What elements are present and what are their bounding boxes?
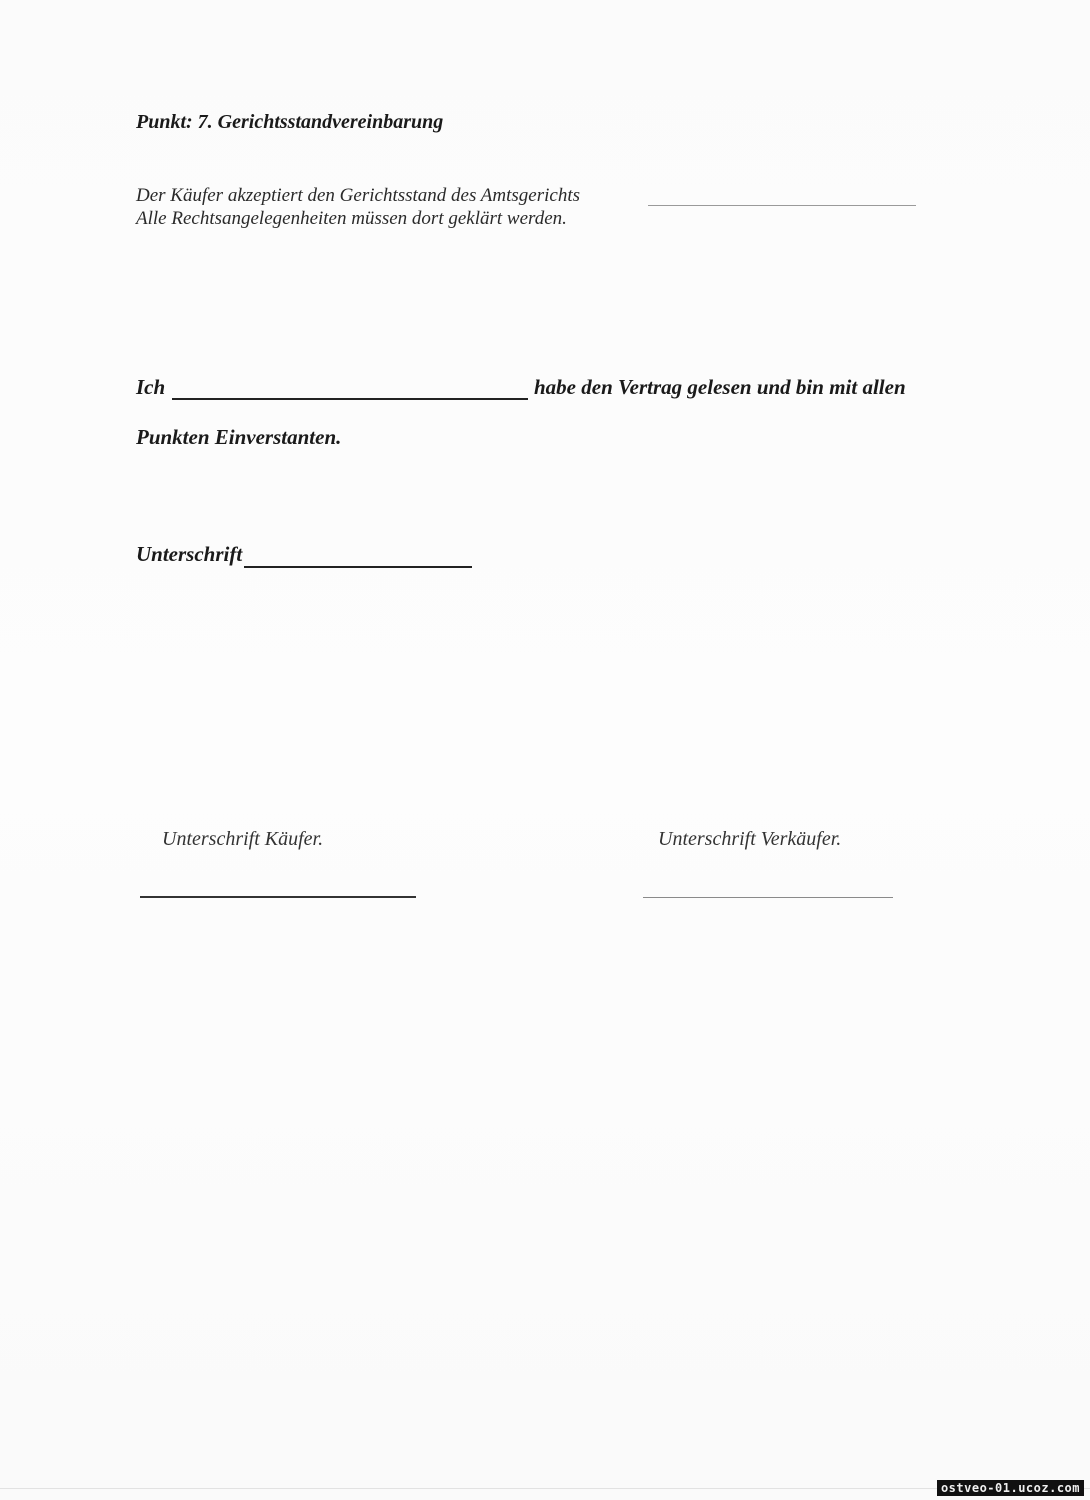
agreement-suffix: habe den Vertrag gelesen und bin mit allen <box>534 375 906 399</box>
court-name-blank-line <box>648 205 916 206</box>
signature-label: Unterschrift <box>136 542 243 566</box>
agreement-prefix: Ich <box>136 375 166 399</box>
scan-bottom-edge <box>0 1488 1090 1489</box>
agreement-line-2: Punkten Einverstanten. <box>136 425 342 449</box>
seller-signature-label: Unterschrift Verkäufer. <box>658 828 842 850</box>
buyer-signature-line <box>140 896 416 898</box>
seller-signature-line <box>643 897 893 898</box>
court-clause-line-2: Alle Rechtsangelegenheiten müssen dort geklärt werden. <box>136 208 567 229</box>
signature-blank-line <box>244 566 472 568</box>
buyer-signature-label: Unterschrift Käufer. <box>162 828 324 850</box>
name-blank-line <box>172 398 528 400</box>
court-clause-line-1: Der Käufer akzeptiert den Gerichtsstand des Amtsgerichts <box>136 185 580 206</box>
site-watermark: ostveo-01.ucoz.com <box>937 1480 1084 1496</box>
section-heading: Punkt: 7. Gerichtsstandvereinbarung <box>136 111 444 133</box>
